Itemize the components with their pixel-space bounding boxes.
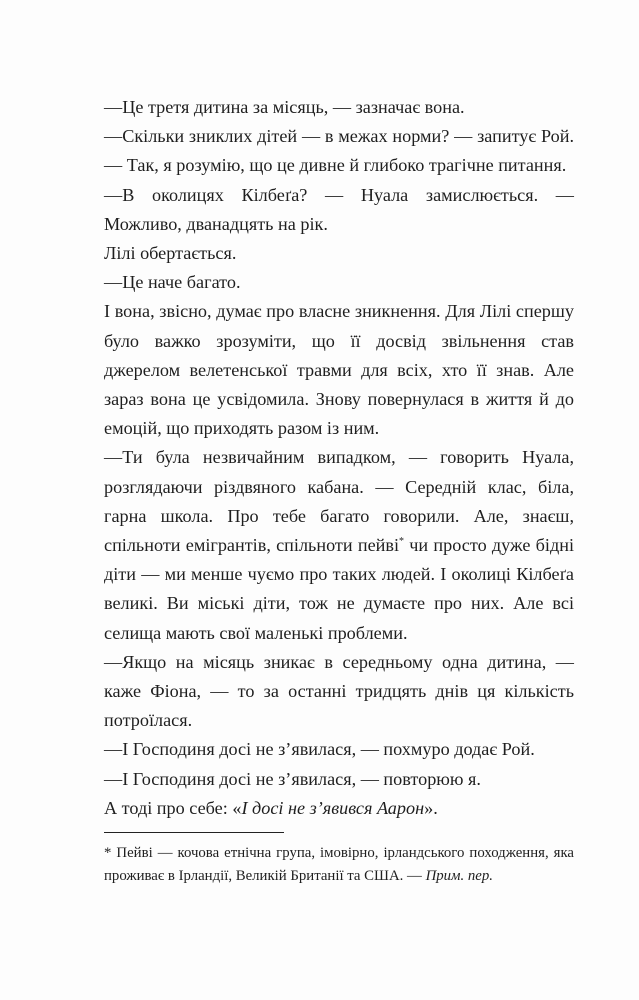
- paragraph-text: чи просто дуже бідні діти — ми менше чуємо про таких людей. І околиці Кілбеґа великі. Ви міські діти, тож не думаєте про них. Але всі селища мають свої маленькі проблеми.: [104, 535, 575, 643]
- paragraph-text: Лілі обертається.: [104, 243, 237, 264]
- paragraph: [104, 239, 574, 268]
- paragraph: [104, 794, 574, 823]
- paragraph: [104, 648, 574, 736]
- footnote-translator-note: Прим. пер.: [425, 867, 493, 884]
- paragraph: [104, 443, 574, 647]
- paragraph: [104, 735, 574, 764]
- paragraph-text: —І Господиня досі не з’явилася, — похмуро додає Рой.: [104, 739, 535, 760]
- book-page: [104, 93, 574, 887]
- paragraph: [104, 765, 574, 794]
- italic-quote: І досі не з’явився Аарон: [241, 797, 425, 818]
- footnote: [104, 842, 574, 887]
- footnote-text: * Пейві — кочова етнічна група, імовірно, ірландського походження, яка проживає в Ірландії, Великій Британії та США. —: [104, 845, 574, 884]
- paragraph: [104, 93, 574, 122]
- paragraph: [104, 181, 574, 239]
- paragraph-text: —В околицях Кілбеґа? — Нуала замислюється. — Можливо, дванадцять на рік.: [104, 184, 574, 234]
- paragraph-text: —Якщо на місяць зникає в середньому одна дитина, — каже Фіона, — то за останні тридцять днів ця кількість потроїлася.: [104, 651, 574, 731]
- paragraph-text: —Ти була незвичайним випадком, — говорить Нуала, розглядаючи різдвяного кабана. — Середній клас, біла, гарна школа. Про тебе багато говорили. Але, знаєш, спільноти емігрантів, спільноти пейві: [104, 447, 574, 556]
- body-text: [104, 93, 574, 823]
- paragraph: [104, 122, 574, 180]
- paragraph: [104, 268, 574, 297]
- paragraph-text: —Скільки зниклих дітей — в межах норми? — запитує Рой. — Так, я розумію, що це дивне й глибоко трагічне питання.: [104, 126, 574, 176]
- paragraph-text: А тоді про себе: «: [104, 797, 242, 818]
- paragraph-text: І вона, звісно, думає про власне зникнення. Для Лілі спершу було важко зрозуміти, що її досвід звільнення став джерелом велетенської травми для всіх, хто її знав. Але зараз вона це усвідомила. Знову повернулася в життя й до емоцій, що приходять разом із ним.: [104, 301, 574, 439]
- footnote-divider: [104, 832, 284, 833]
- paragraph-text: —Це третя дитина за місяць, — зазначає вона.: [104, 97, 465, 117]
- footnote-marker: *: [399, 535, 405, 547]
- paragraph-text: ».: [424, 797, 438, 818]
- paragraph: [104, 297, 574, 443]
- paragraph-text: —Це наче багато.: [104, 272, 241, 293]
- paragraph-text: —І Господиня досі не з’явилася, — повторюю я.: [104, 768, 481, 789]
